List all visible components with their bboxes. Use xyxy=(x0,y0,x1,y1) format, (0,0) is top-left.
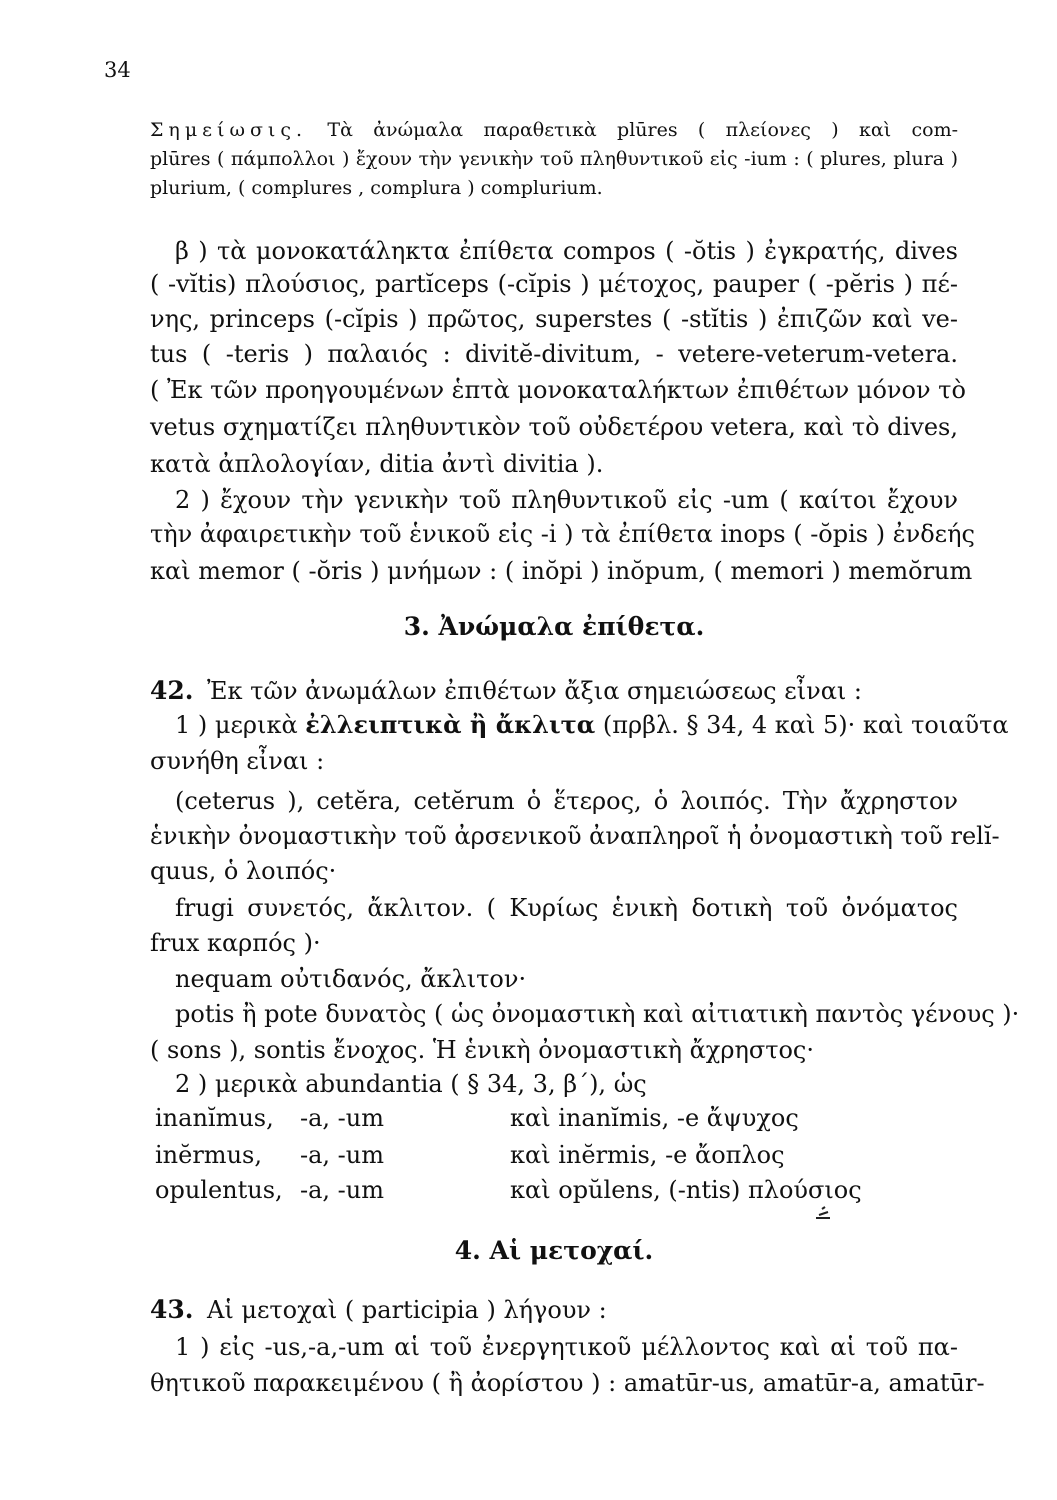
beta-line-7: κατὰ ἀπλολογίαν, ditia ἀντὶ divitia ). xyxy=(150,450,604,478)
abundantia-row xyxy=(0,1141,1057,1171)
section-43-number: 43. xyxy=(150,1295,194,1324)
abundantia-word: inanĭmus, xyxy=(155,1104,274,1132)
note-word: Σημείωσις. xyxy=(150,119,308,141)
s42-entry-ceterus-2: ἑνικὴν ὀνομαστικὴν τοῦ ἀρσενικοῦ ἀναπληροῖ ἡ ὀνομαστικὴ τοῦ relĭ- xyxy=(150,822,1000,850)
s42-entry-ceterus-3: quus, ὁ λοιπός· xyxy=(150,857,337,885)
note-text: Τὰ ἀνώμαλα παραθετικὰ plūres ( πλείονες ) καὶ com- xyxy=(327,119,958,141)
s43-line-1: Αἱ μετοχαὶ ( participia ) λήγουν : xyxy=(207,1296,607,1324)
s43-line-2: 1 ) εἰς -us,-a,-um αἱ τοῦ ἐνεργητικοῦ μέλλοντος καὶ αἱ τοῦ πα- xyxy=(175,1333,958,1361)
s42-entry-potis: potis ἢ pote δυνατὸς ( ὡς ὀνομαστικὴ καὶ αἰτιατικὴ παντὸς γένους )· xyxy=(175,1000,1020,1028)
s42-entry-frugi: frugi συνετός, ἄκλιτον. ( Κυρίως ἑνικὴ δοτικὴ τοῦ ὀνόματος xyxy=(175,894,958,922)
printer-mark-glyph xyxy=(814,1205,832,1221)
s42-entry-frugi-2: frux καρπός )· xyxy=(150,929,321,957)
heading-anomalous-adjectives: 3. Ἀνώμαλα ἐπίθετα. xyxy=(403,612,705,641)
s42-item-2: 2 ) μερικὰ abundantia ( § 34, 3, β΄), ὡς xyxy=(175,1070,647,1098)
section-42-number: 42. xyxy=(150,676,194,705)
abundantia-endings: -a, -um xyxy=(300,1104,384,1132)
beta-line-1: β ) τὰ μονοκατάληκτα ἐπίθετα compos ( -ŏtis ) ἐγκρατής, dives xyxy=(175,237,958,265)
s42-ref: (πρβλ. § 34, 4 καὶ 5)· καὶ τοιαῦτα xyxy=(602,711,1009,739)
s42-line-2 xyxy=(175,710,1009,740)
beta-line-5: ( Ἐκ τῶν προηγουμένων ἑπτὰ μονοκαταλήκτων ἐπιθέτων μόνον τὸ xyxy=(150,376,966,404)
printer-mark xyxy=(814,1205,832,1221)
beta-line-6: vetus σχηματίζει πληθυντικὸν τοῦ οὐδετέρου vetera, καὶ τὸ dives, xyxy=(150,413,958,441)
abundantia-alt: καὶ inanĭmis, -e ἄψυχος xyxy=(510,1104,799,1132)
s42-entry-ceterus: (ceterus ), cetĕra, cetĕrum ὁ ἕτερος, ὁ λοιπός. Τὴν ἄχρηστον xyxy=(175,787,958,815)
s42-item-1-intro: 1 ) μερικὰ xyxy=(175,711,298,739)
s42-entry-sons: ( sons ), sontis ἔνοχος. Ἡ ἑνικὴ ὀνομαστικὴ ἄχρηστος· xyxy=(150,1036,814,1064)
beta-line-2: ( -vĭtis) πλούσιος, partĭceps (-cĭpis ) μέτοχος, pauper ( -pĕris ) πέ- xyxy=(150,270,958,298)
note-line-3: plurium, ( complures , complura ) complurium. xyxy=(150,177,603,199)
heading-participles: 4. Αἱ μετοχαί. xyxy=(454,1236,654,1265)
two-line-2: τὴν ἀφαιρετικὴν τοῦ ἑνικοῦ εἰς -i ) τὰ ἐπίθετα inops ( -ŏpis ) ἐνδεής xyxy=(150,520,975,548)
abundantia-endings: -a, -um xyxy=(300,1141,384,1169)
s43-line-3: θητικοῦ παρακειμένου ( ἢ ἀορίστου ) : amatūr-us, amatūr-a, amatūr- xyxy=(150,1369,985,1397)
page-number: 34 xyxy=(104,58,131,82)
abundantia-word: opulentus, xyxy=(155,1176,283,1204)
abundantia-word: inĕrmus, xyxy=(155,1141,262,1169)
abundantia-alt: καὶ opŭlens, (-ntis) πλούσιος xyxy=(510,1176,862,1204)
note-line-2: plūres ( πάμπολλοι ) ἔχουν τὴν γενικὴν τοῦ πληθυντικοῦ εἰς -ium : ( plures, plura ) xyxy=(150,148,958,170)
s42-entry-nequam: nequam οὐτιδανός, ἄκλιτον· xyxy=(175,965,527,993)
two-line-1: 2 ) ἔχουν τὴν γενικὴν τοῦ πληθυντικοῦ εἰς -um ( καίτοι ἔχουν xyxy=(175,486,958,514)
beta-line-3: νης, princeps (-cĭpis ) πρῶτος, superstes ( -stĭtis ) ἐπιζῶν καὶ ve- xyxy=(150,305,958,333)
two-line-3: καὶ memor ( -ŏris ) μνήμων : ( inŏpi ) inŏpum, ( memori ) memŏrum xyxy=(150,557,973,585)
abundantia-endings: -a, -um xyxy=(300,1176,384,1204)
abundantia-alt: καὶ inĕrmis, -e ἄοπλος xyxy=(510,1141,785,1169)
s42-bold-term: ἐλλειπτικὰ ἢ ἄκλιτα xyxy=(305,710,596,739)
abundantia-row xyxy=(0,1176,1057,1206)
s42-line-1: Ἐκ τῶν ἀνωμάλων ἐπιθέτων ἄξια σημειώσεως εἶναι : xyxy=(207,677,863,705)
note-line-1 xyxy=(150,118,958,142)
s42-line-3: συνήθη εἶναι : xyxy=(150,747,325,775)
abundantia-row xyxy=(0,1104,1057,1134)
beta-line-4: tus ( -teris ) παλαιός : divitĕ-divitum, - vetere-veterum-vetera. xyxy=(150,340,958,368)
